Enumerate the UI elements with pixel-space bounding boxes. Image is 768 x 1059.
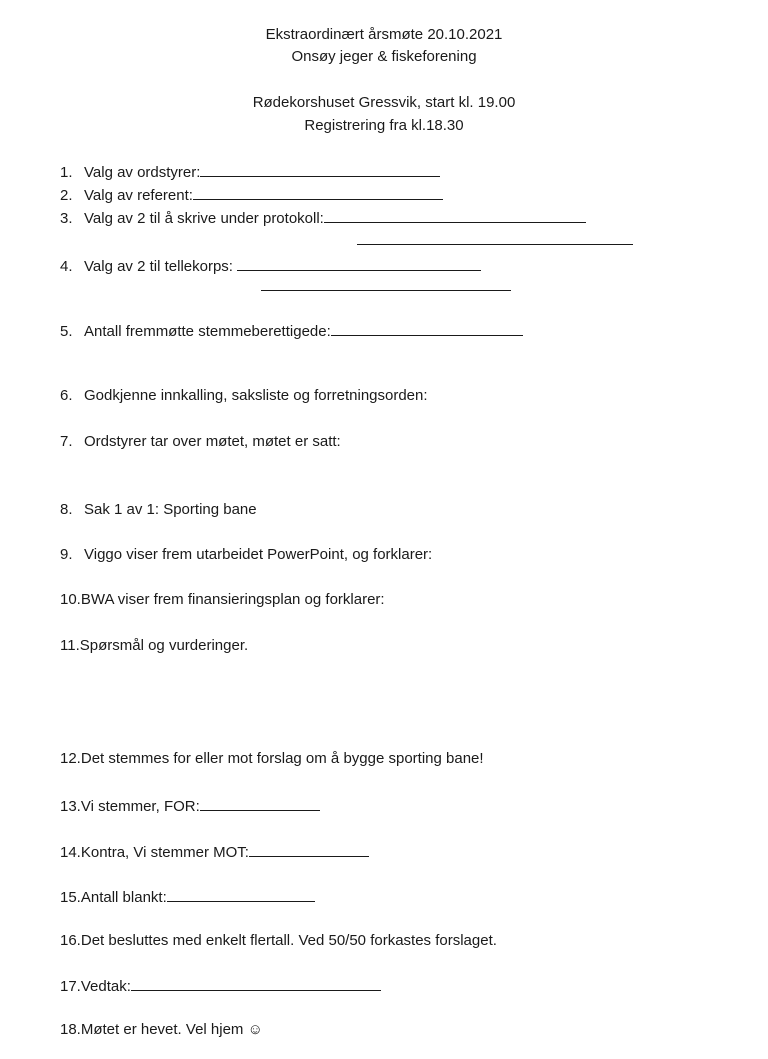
agenda-item-13: [60, 795, 320, 817]
agenda-item-2: [60, 184, 443, 206]
item-number: 8.: [60, 501, 73, 518]
item-number: 9.: [60, 546, 73, 563]
item-text: Ordstyrer tar over møtet, møtet er satt:: [84, 433, 341, 450]
fill-in-line: [200, 795, 320, 811]
item-text: Det stemmes for eller mot forslag om å bygge sporting bane!: [80, 750, 484, 767]
item-number: 10.: [60, 591, 81, 608]
agenda-item-5: [60, 320, 523, 342]
item-number: 6.: [60, 387, 73, 404]
meeting-location: Rødekorshuset Gressvik, start kl. 19.00: [252, 94, 516, 111]
agenda-item-9: [60, 545, 432, 565]
registration-time: Registrering fra kl.18.30: [304, 117, 464, 134]
item-text: BWA viser frem finansieringsplan og forklarer:: [80, 591, 385, 608]
fill-in-line-secondary: [261, 290, 511, 291]
fill-in-line: [331, 320, 523, 336]
agenda-item-11: [60, 636, 248, 656]
fill-in-line-secondary: [357, 244, 633, 245]
item-number: 18.: [60, 1021, 81, 1038]
item-text: Valg av referent:: [84, 187, 193, 204]
item-text: Spørsmål og vurderinger.: [79, 637, 249, 654]
agenda-item-15: [60, 886, 315, 908]
fill-in-line: [237, 255, 481, 271]
item-number: 4.: [60, 258, 73, 275]
agenda-item-10: [60, 590, 385, 610]
item-text: Godkjenne innkalling, saksliste og forretningsorden:: [84, 387, 428, 404]
fill-in-line: [324, 207, 586, 223]
item-text: Antall blankt:: [80, 889, 167, 906]
item-text: Valg av ordstyrer:: [84, 164, 201, 181]
fill-in-line: [249, 841, 369, 857]
agenda-item-18: [60, 1020, 263, 1040]
item-text: Det besluttes med enkelt flertall. Ved 50/50 forkastes forslaget.: [80, 932, 497, 949]
item-text: Valg av 2 til tellekorps:: [84, 258, 238, 275]
agenda-item-1: [60, 161, 440, 183]
item-number: 13.: [60, 798, 81, 815]
agenda-item-3: [60, 207, 586, 229]
item-text: Kontra, Vi stemmer MOT:: [80, 844, 249, 861]
item-text: Valg av 2 til å skrive under protokoll:: [84, 210, 324, 227]
meeting-title: Ekstraordinært årsmøte 20.10.2021: [265, 26, 503, 43]
agenda-item-14: [60, 841, 369, 863]
item-number: 11.: [60, 637, 80, 654]
item-text: Sak 1 av 1: Sporting bane: [84, 501, 257, 518]
item-number: 17.: [60, 978, 81, 995]
agenda-item-17: [60, 975, 381, 997]
agenda-item-4: [60, 255, 481, 277]
item-number: 1.: [60, 164, 73, 181]
item-number: 12.: [60, 750, 81, 767]
fill-in-line: [167, 886, 315, 902]
item-text: Antall fremmøtte stemmeberettigede:: [84, 323, 331, 340]
item-number: 15.: [60, 889, 81, 906]
item-number: 2.: [60, 187, 73, 204]
item-text: Vi stemmer, FOR:: [80, 798, 200, 815]
item-text: Møtet er hevet. Vel hjem ☺: [80, 1021, 263, 1038]
item-number: 5.: [60, 323, 73, 340]
item-number: 14.: [60, 844, 81, 861]
item-number: 7.: [60, 433, 73, 450]
agenda-item-16: [60, 931, 497, 951]
fill-in-line: [193, 184, 443, 200]
item-text: Viggo viser frem utarbeidet PowerPoint, og forklarer:: [84, 546, 433, 563]
organization-name: Onsøy jeger & fiskeforening: [291, 48, 477, 65]
agenda-item-6: [60, 386, 428, 406]
item-text: Vedtak:: [80, 978, 131, 995]
fill-in-line: [200, 161, 440, 177]
fill-in-line: [131, 975, 381, 991]
agenda-item-8: [60, 500, 257, 520]
item-number: 3.: [60, 210, 73, 227]
agenda-item-7: [60, 432, 341, 452]
agenda-item-12: [60, 749, 484, 769]
item-number: 16.: [60, 932, 81, 949]
